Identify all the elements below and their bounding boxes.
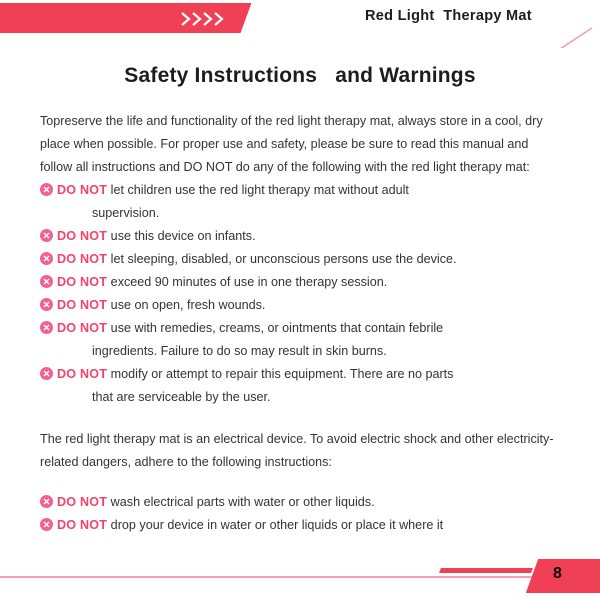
page-footer xyxy=(0,554,600,600)
warning-text: drop your device in water or other liquids or place it where it xyxy=(107,518,444,532)
intro-paragraph: Topreserve the life and functionality of the red light therapy mat, always store in a cool, dry place when possible. For proper use and safety, please be sure to read this manual and follow all instructions and DO NOT do any of the following with the red light therapy mat: xyxy=(40,114,543,174)
warning-text: use with remedies, creams, or ointments that contain febrile xyxy=(107,321,444,335)
chevron-right-icon xyxy=(214,12,225,26)
list-item xyxy=(40,491,564,514)
do-not-label: DO NOT xyxy=(57,518,108,532)
paragraph-spacer xyxy=(40,409,564,428)
list-item xyxy=(40,317,564,363)
prohibited-x-icon xyxy=(40,321,53,334)
do-not-label: DO NOT xyxy=(57,252,108,266)
warning-text: use on open, fresh wounds. xyxy=(107,298,266,312)
do-not-label: DO NOT xyxy=(57,321,108,335)
warning-text: modify or attempt to repair this equipment. There are no parts xyxy=(107,367,454,381)
prohibited-x-icon xyxy=(40,495,53,508)
list-item xyxy=(40,225,564,248)
list-item xyxy=(40,514,564,537)
do-not-label: DO NOT xyxy=(57,298,108,312)
chevron-right-icon xyxy=(181,12,192,26)
warning-text-continued: that are serviceable by the user. xyxy=(92,390,271,404)
page-number: 8 xyxy=(553,565,562,582)
warning-list-electrical xyxy=(40,491,564,537)
document-body xyxy=(40,110,564,537)
list-item xyxy=(40,363,564,409)
list-item xyxy=(40,248,564,271)
footer-divider-line xyxy=(0,576,600,578)
prohibited-x-icon xyxy=(40,252,53,265)
warning-text: let sleeping, disabled, or unconscious persons use the device. xyxy=(107,252,457,266)
page-number-badge xyxy=(526,559,600,593)
do-not-label: DO NOT xyxy=(57,183,108,197)
prohibited-x-icon xyxy=(40,275,53,288)
do-not-label: DO NOT xyxy=(57,367,108,381)
electrical-intro-paragraph: The red light therapy mat is an electrical device. To avoid electric shock and other electricity-related dangers, adhere to the following instructions: xyxy=(40,432,554,469)
warning-list-general xyxy=(40,179,564,409)
footer-accent-bar xyxy=(439,568,533,573)
do-not-label: DO NOT xyxy=(57,495,108,509)
warning-text-continued: supervision. xyxy=(92,206,160,220)
list-item xyxy=(40,179,564,225)
page-header xyxy=(0,0,600,48)
header-product-title: Red Light Therapy Mat xyxy=(365,8,532,24)
do-not-label: DO NOT xyxy=(57,275,108,289)
warning-text: wash electrical parts with water or other liquids. xyxy=(107,495,375,509)
chevron-right-icon xyxy=(192,12,203,26)
page-title: Safety Instructions and Warnings xyxy=(124,64,476,87)
list-spacer xyxy=(40,474,564,491)
warning-text: exceed 90 minutes of use in one therapy session. xyxy=(107,275,388,289)
header-divider-line xyxy=(0,37,600,48)
list-item xyxy=(40,271,564,294)
prohibited-x-icon xyxy=(40,298,53,311)
warning-text: let children use the red light therapy mat without adult xyxy=(107,183,409,197)
chevron-right-icon xyxy=(203,12,214,26)
warning-text-continued: ingredients. Failure to do so may result in skin burns. xyxy=(92,344,387,358)
prohibited-x-icon xyxy=(40,229,53,242)
prohibited-x-icon xyxy=(40,183,53,196)
list-item xyxy=(40,294,564,317)
prohibited-x-icon xyxy=(40,367,53,380)
chevrons-icon xyxy=(181,9,237,28)
prohibited-x-icon xyxy=(40,518,53,531)
warning-text: use this device on infants. xyxy=(107,229,256,243)
do-not-label: DO NOT xyxy=(57,229,108,243)
